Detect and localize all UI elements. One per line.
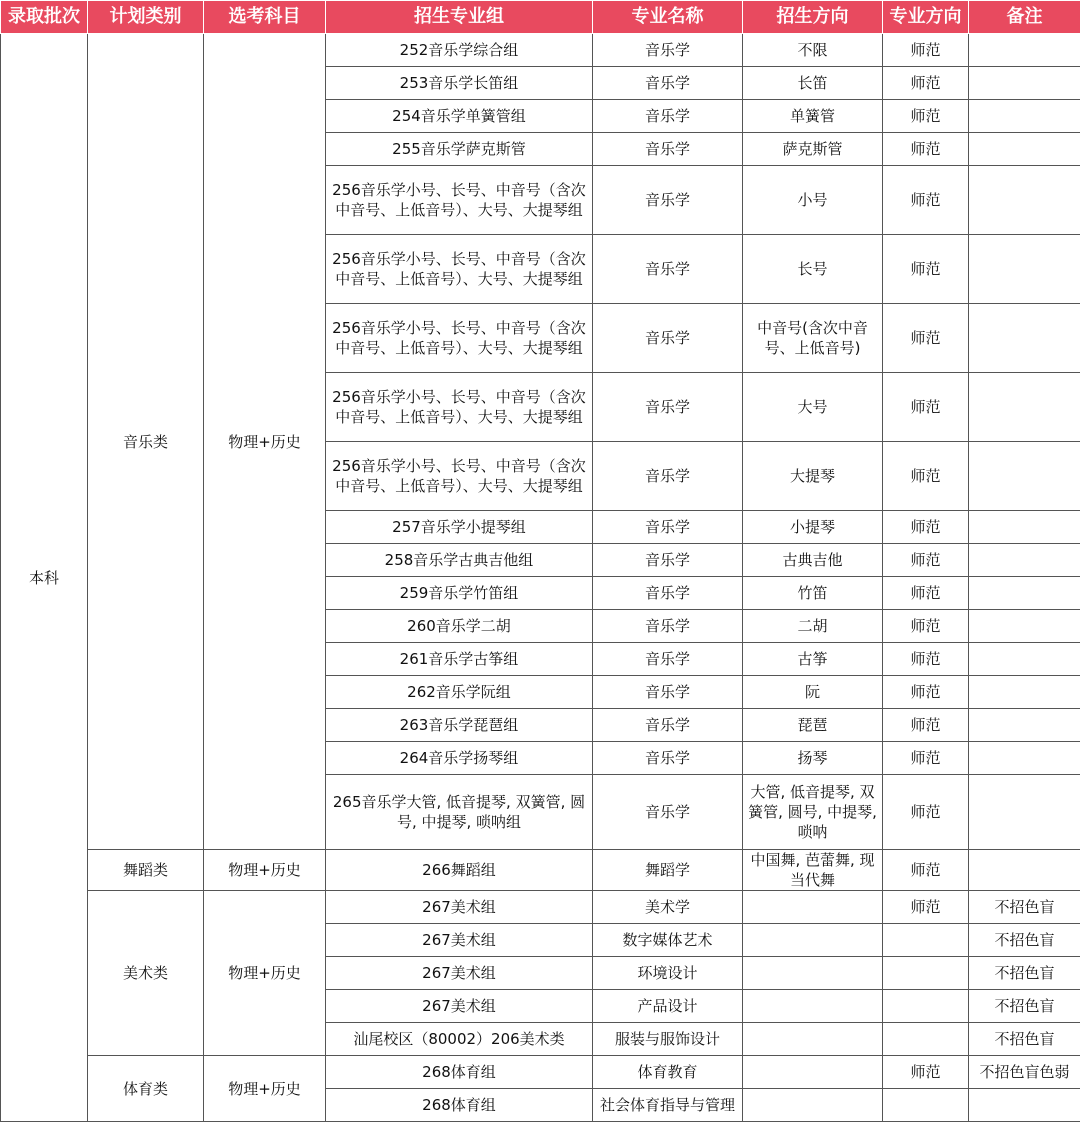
field-cell: 师范 [883,166,969,235]
group-cell: 265音乐学大管, 低音提琴, 双簧管, 圆号, 中提琴, 唢呐组 [326,775,593,850]
direction-cell [743,924,883,957]
group-cell: 264音乐学扬琴组 [326,742,593,775]
field-cell: 师范 [883,610,969,643]
direction-cell [743,891,883,924]
batch-cell: 本科 [1,34,88,1122]
field-cell [883,1089,969,1122]
note-cell [969,643,1080,676]
major-cell: 音乐学 [593,100,743,133]
direction-cell: 小号 [743,166,883,235]
direction-cell: 大提琴 [743,442,883,511]
group-cell: 263音乐学琵琶组 [326,709,593,742]
header-major: 专业名称 [593,1,743,34]
group-cell: 267美术组 [326,957,593,990]
direction-cell: 竹笛 [743,577,883,610]
direction-cell [743,1023,883,1056]
group-cell: 259音乐学竹笛组 [326,577,593,610]
field-cell [883,1023,969,1056]
table-body [1,34,1080,1122]
field-cell [883,957,969,990]
major-cell: 舞蹈学 [593,850,743,891]
group-cell: 267美术组 [326,990,593,1023]
field-cell: 师范 [883,775,969,850]
note-cell [969,100,1080,133]
note-cell [969,775,1080,850]
direction-cell: 长笛 [743,67,883,100]
major-cell: 音乐学 [593,676,743,709]
field-cell: 师范 [883,34,969,67]
major-cell: 音乐学 [593,442,743,511]
group-cell: 256音乐学小号、长号、中音号（含次中音号、上低音号）、大号、大提琴组 [326,235,593,304]
direction-cell: 中国舞, 芭蕾舞, 现当代舞 [743,850,883,891]
group-cell: 257音乐学小提琴组 [326,511,593,544]
field-cell [883,990,969,1023]
group-cell: 268体育组 [326,1089,593,1122]
field-cell: 师范 [883,850,969,891]
table-row [1,1056,1080,1089]
subjects-cell: 物理+历史 [204,891,326,1056]
direction-cell: 大号 [743,373,883,442]
field-cell: 师范 [883,442,969,511]
field-cell: 师范 [883,511,969,544]
table-row [1,34,1080,67]
major-cell: 音乐学 [593,775,743,850]
major-cell: 数字媒体艺术 [593,924,743,957]
direction-cell: 阮 [743,676,883,709]
major-cell: 音乐学 [593,235,743,304]
group-cell: 268体育组 [326,1056,593,1089]
major-cell: 音乐学 [593,643,743,676]
field-cell: 师范 [883,67,969,100]
header-group: 招生专业组 [326,1,593,34]
direction-cell [743,1056,883,1089]
field-cell [883,924,969,957]
group-cell: 254音乐学单簧管组 [326,100,593,133]
group-cell: 267美术组 [326,924,593,957]
note-cell: 不招色盲色弱 [969,1056,1080,1089]
field-cell: 师范 [883,742,969,775]
note-cell [969,676,1080,709]
major-cell: 音乐学 [593,544,743,577]
major-cell: 服装与服饰设计 [593,1023,743,1056]
note-cell: 不招色盲 [969,1023,1080,1056]
major-cell: 音乐学 [593,511,743,544]
note-cell [969,511,1080,544]
subjects-cell: 物理+历史 [204,34,326,850]
field-cell: 师范 [883,709,969,742]
note-cell [969,544,1080,577]
major-cell: 音乐学 [593,373,743,442]
group-cell: 261音乐学古筝组 [326,643,593,676]
group-cell: 255音乐学萨克斯管 [326,133,593,166]
major-cell: 美术学 [593,891,743,924]
major-cell: 音乐学 [593,610,743,643]
field-cell: 师范 [883,544,969,577]
major-cell: 音乐学 [593,577,743,610]
direction-cell: 二胡 [743,610,883,643]
group-cell: 266舞蹈组 [326,850,593,891]
group-cell: 256音乐学小号、长号、中音号（含次中音号、上低音号）、大号、大提琴组 [326,304,593,373]
table-row [1,850,1080,891]
direction-cell: 大管, 低音提琴, 双簧管, 圆号, 中提琴, 唢呐 [743,775,883,850]
header-batch: 录取批次 [1,1,88,34]
note-cell [969,709,1080,742]
header-category: 计划类别 [88,1,204,34]
major-cell: 音乐学 [593,133,743,166]
note-cell [969,577,1080,610]
direction-cell: 小提琴 [743,511,883,544]
note-cell [969,373,1080,442]
note-cell [969,1089,1080,1122]
field-cell: 师范 [883,100,969,133]
direction-cell: 琵琶 [743,709,883,742]
note-cell: 不招色盲 [969,891,1080,924]
group-cell: 256音乐学小号、长号、中音号（含次中音号、上低音号）、大号、大提琴组 [326,373,593,442]
major-cell: 产品设计 [593,990,743,1023]
note-cell [969,67,1080,100]
header-row [1,1,1080,34]
field-cell: 师范 [883,891,969,924]
note-cell [969,850,1080,891]
group-cell: 253音乐学长笛组 [326,67,593,100]
header-note: 备注 [969,1,1080,34]
note-cell [969,610,1080,643]
direction-cell: 萨克斯管 [743,133,883,166]
field-cell: 师范 [883,676,969,709]
group-cell: 260音乐学二胡 [326,610,593,643]
group-cell: 252音乐学综合组 [326,34,593,67]
major-cell: 音乐学 [593,34,743,67]
category-cell: 体育类 [88,1056,204,1122]
direction-cell [743,990,883,1023]
direction-cell: 古筝 [743,643,883,676]
note-cell [969,166,1080,235]
group-cell: 汕尾校区（80002）206美术类 [326,1023,593,1056]
field-cell: 师范 [883,577,969,610]
category-cell: 音乐类 [88,34,204,850]
header-direction: 招生方向 [743,1,883,34]
subjects-cell: 物理+历史 [204,850,326,891]
major-cell: 音乐学 [593,709,743,742]
category-cell: 舞蹈类 [88,850,204,891]
direction-cell: 古典吉他 [743,544,883,577]
direction-cell: 长号 [743,235,883,304]
field-cell: 师范 [883,304,969,373]
field-cell: 师范 [883,1056,969,1089]
note-cell [969,442,1080,511]
direction-cell: 单簧管 [743,100,883,133]
note-cell [969,304,1080,373]
field-cell: 师范 [883,133,969,166]
note-cell: 不招色盲 [969,957,1080,990]
group-cell: 267美术组 [326,891,593,924]
group-cell: 262音乐学阮组 [326,676,593,709]
subjects-cell: 物理+历史 [204,1056,326,1122]
major-cell: 音乐学 [593,67,743,100]
major-cell: 社会体育指导与管理 [593,1089,743,1122]
group-cell: 256音乐学小号、长号、中音号（含次中音号、上低音号）、大号、大提琴组 [326,166,593,235]
field-cell: 师范 [883,235,969,304]
direction-cell: 不限 [743,34,883,67]
note-cell [969,34,1080,67]
header-field: 专业方向 [883,1,969,34]
field-cell: 师范 [883,373,969,442]
major-cell: 音乐学 [593,742,743,775]
note-cell [969,742,1080,775]
direction-cell: 中音号(含次中音号、上低音号) [743,304,883,373]
direction-cell [743,1089,883,1122]
major-cell: 音乐学 [593,166,743,235]
major-cell: 环境设计 [593,957,743,990]
group-cell: 258音乐学古典吉他组 [326,544,593,577]
group-cell: 256音乐学小号、长号、中音号（含次中音号、上低音号）、大号、大提琴组 [326,442,593,511]
note-cell: 不招色盲 [969,990,1080,1023]
note-cell [969,133,1080,166]
note-cell: 不招色盲 [969,924,1080,957]
table-row [1,891,1080,924]
direction-cell: 扬琴 [743,742,883,775]
major-cell: 体育教育 [593,1056,743,1089]
header-subjects: 选考科目 [204,1,326,34]
major-cell: 音乐学 [593,304,743,373]
field-cell: 师范 [883,643,969,676]
direction-cell [743,957,883,990]
category-cell: 美术类 [88,891,204,1056]
note-cell [969,235,1080,304]
